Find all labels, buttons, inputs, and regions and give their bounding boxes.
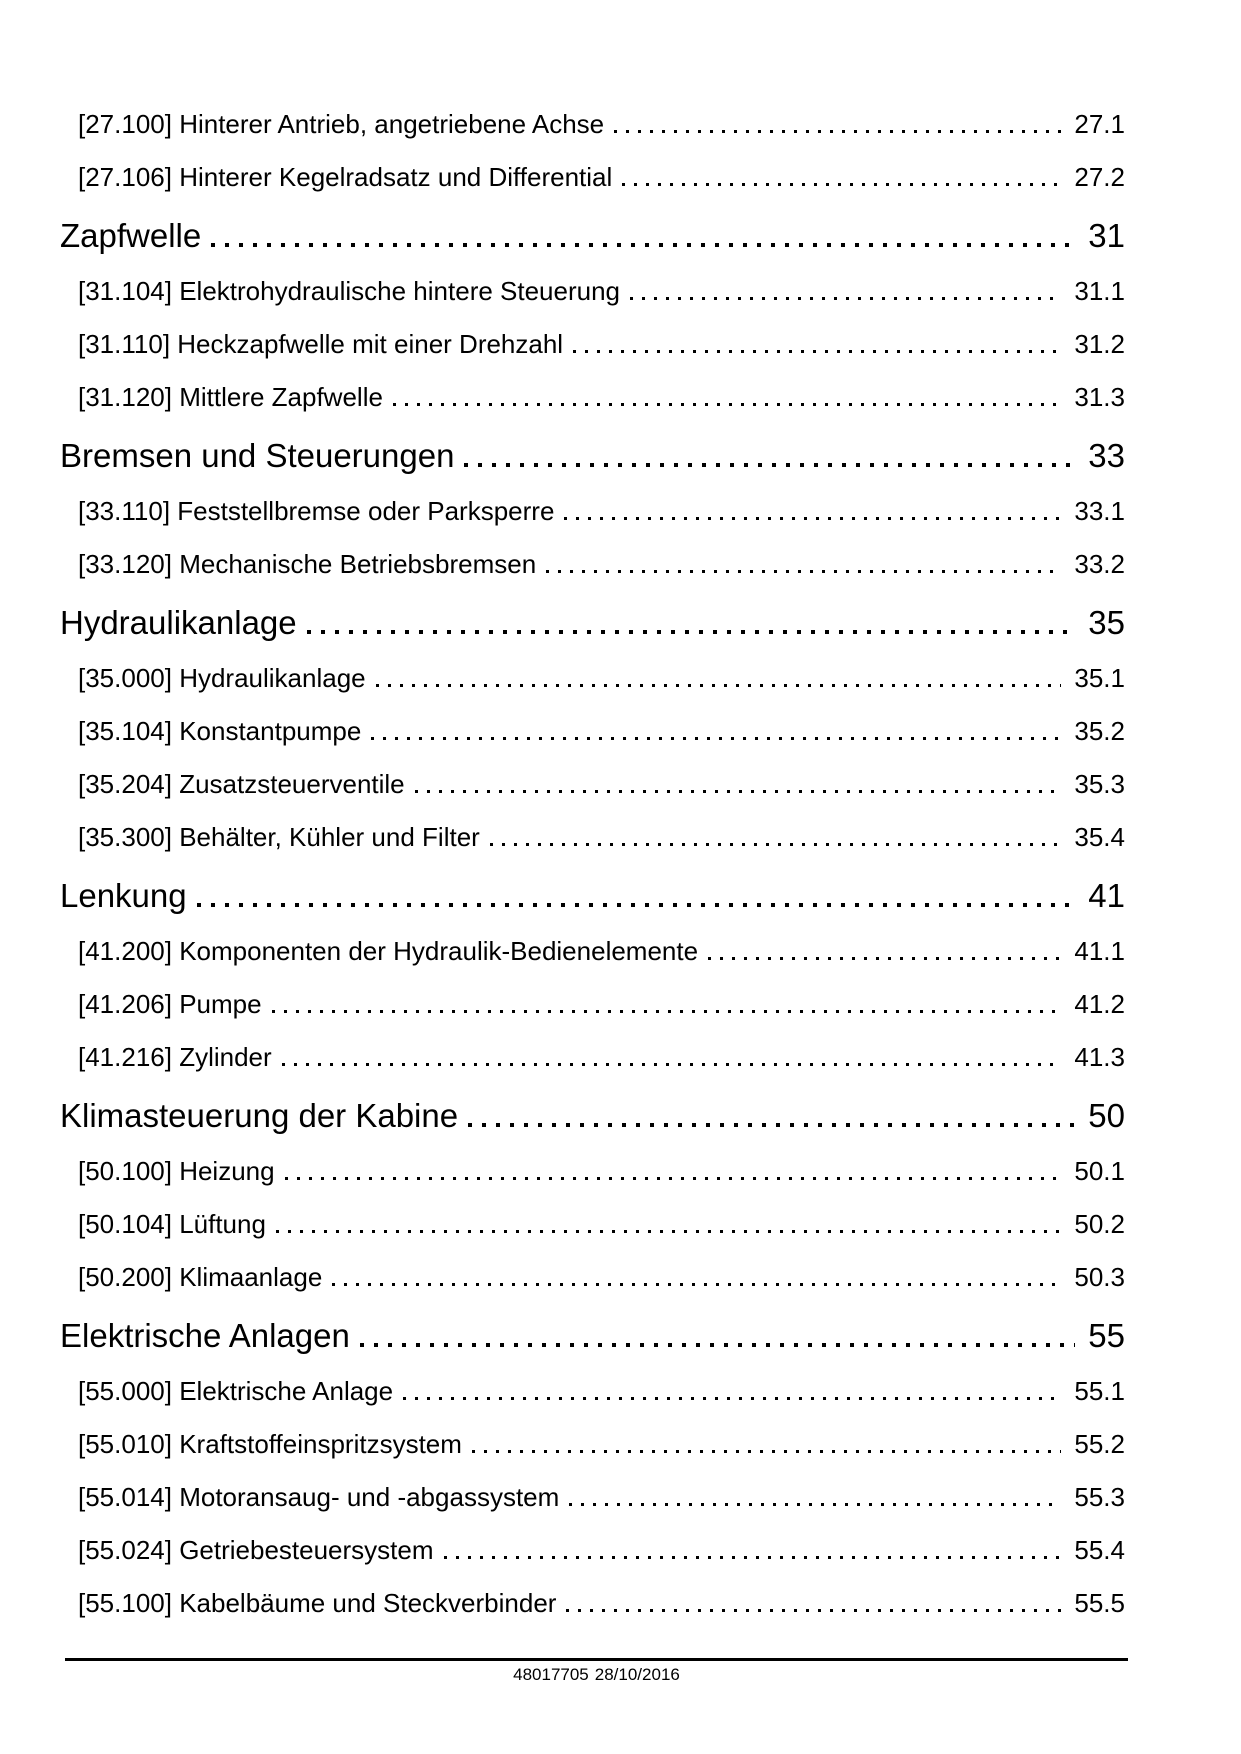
toc-entry-label: [33.110] Feststellbremse oder Parksperre — [78, 496, 555, 526]
toc-page-number: 50.3 — [1074, 1262, 1125, 1292]
toc-entry-row — [60, 1418, 1125, 1471]
toc-entry-label: [50.200] Klimaanlage — [78, 1262, 323, 1292]
toc-page-number: 41 — [1088, 877, 1125, 914]
dot-leader — [622, 183, 1061, 186]
toc-entry-label: [31.110] Heckzapfwelle mit einer Drehzahl — [78, 329, 564, 359]
toc-page-number: 41.3 — [1074, 1042, 1125, 1072]
toc-section-row — [60, 596, 1125, 649]
dot-leader — [371, 737, 1061, 740]
dot-leader — [197, 903, 1076, 907]
toc-page-number: 50 — [1088, 1097, 1125, 1134]
dot-leader — [211, 243, 1075, 247]
dot-leader — [332, 1283, 1061, 1286]
toc-entry-label: [31.120] Mittlere Zapfwelle — [78, 382, 383, 412]
toc-entry-row — [60, 538, 1125, 591]
dot-leader — [444, 1556, 1062, 1559]
toc-entry-row — [60, 705, 1125, 758]
toc-entry-row — [60, 925, 1125, 978]
dot-leader — [468, 1123, 1075, 1127]
toc-list — [60, 98, 1125, 1630]
toc-entry-row — [60, 652, 1125, 705]
footer — [65, 1664, 1128, 1686]
toc-entry-row — [60, 1251, 1125, 1304]
toc-page-number: 55 — [1088, 1317, 1125, 1354]
dot-leader — [614, 130, 1061, 133]
toc-page-number: 35 — [1088, 604, 1125, 641]
dot-leader — [546, 570, 1061, 573]
toc-entry-label: [41.216] Zylinder — [78, 1042, 272, 1072]
toc-page-number: 35.2 — [1074, 716, 1125, 746]
toc-entry-label: [50.104] Lüftung — [78, 1209, 266, 1239]
toc-entry-row — [60, 485, 1125, 538]
toc-page-number: 35.3 — [1074, 769, 1125, 799]
toc-entry-label: [41.206] Pumpe — [78, 989, 262, 1019]
toc-page-number: 55.1 — [1074, 1376, 1125, 1406]
toc-entry-row — [60, 318, 1125, 371]
toc-entry-label: [55.024] Getriebesteuersystem — [78, 1535, 434, 1565]
dot-leader — [276, 1230, 1061, 1233]
dot-leader — [393, 403, 1061, 406]
toc-page-number: 31.1 — [1074, 276, 1125, 306]
toc-entry-label: [55.100] Kabelbäume und Steckverbinder — [78, 1588, 557, 1618]
toc-page-number: 35.4 — [1074, 822, 1125, 852]
toc-entry-row — [60, 1031, 1125, 1084]
toc-page-number: 27.1 — [1074, 109, 1125, 139]
dot-leader — [490, 843, 1062, 846]
dot-leader — [285, 1177, 1062, 1180]
dot-leader — [708, 957, 1061, 960]
toc-section-row — [60, 1309, 1125, 1362]
dot-leader — [376, 684, 1062, 687]
toc-section-row — [60, 209, 1125, 262]
footer-rule — [65, 1658, 1128, 1661]
toc-page-number: 33 — [1088, 437, 1125, 474]
toc-entry-label: [55.010] Kraftstoffeinspritzsystem — [78, 1429, 462, 1459]
dot-leader — [569, 1503, 1061, 1506]
footer-date: 28/10/2016 — [594, 1665, 680, 1684]
toc-section-row — [60, 869, 1125, 922]
toc-entry-row — [60, 1198, 1125, 1251]
toc-page-number: 55.2 — [1074, 1429, 1125, 1459]
dot-leader — [566, 1609, 1061, 1612]
toc-section-title: Bremsen und Steuerungen — [60, 437, 455, 474]
toc-entry-label: [27.106] Hinterer Kegelradsatz und Differential — [78, 162, 613, 192]
toc-section-row — [60, 429, 1125, 482]
dot-leader — [573, 350, 1061, 353]
dot-leader — [307, 630, 1076, 634]
toc-entry-label: [35.000] Hydraulikanlage — [78, 663, 366, 693]
toc-entry-label: [35.300] Behälter, Kühler und Filter — [78, 822, 480, 852]
toc-page-number: 55.4 — [1074, 1535, 1125, 1565]
toc-page-number: 55.5 — [1074, 1588, 1125, 1618]
toc-entry-label: [31.104] Elektrohydraulische hintere Steuerung — [78, 276, 621, 306]
toc-entry-row — [60, 265, 1125, 318]
toc-page-number: 50.2 — [1074, 1209, 1125, 1239]
toc-entry-row — [60, 371, 1125, 424]
toc-page-number: 31.2 — [1074, 329, 1125, 359]
toc-section-title: Lenkung — [60, 877, 187, 914]
toc-entry-row — [60, 151, 1125, 204]
toc-entry-label: [35.104] Konstantpumpe — [78, 716, 362, 746]
toc-page-number: 41.1 — [1074, 936, 1125, 966]
toc-entry-row — [60, 811, 1125, 864]
toc-page-number: 27.2 — [1074, 162, 1125, 192]
toc-page-number: 33.2 — [1074, 549, 1125, 579]
toc-entry-label: [50.100] Heizung — [78, 1156, 275, 1186]
toc-page-number: 35.1 — [1074, 663, 1125, 693]
dot-leader — [415, 790, 1062, 793]
toc-entry-row — [60, 1471, 1125, 1524]
toc-page-number: 33.1 — [1074, 496, 1125, 526]
dot-leader — [464, 463, 1075, 467]
toc-page-number: 31 — [1088, 217, 1125, 254]
toc-entry-label: [55.014] Motoransaug- und -abgassystem — [78, 1482, 560, 1512]
toc-page-number: 55.3 — [1074, 1482, 1125, 1512]
toc-entry-row — [60, 1145, 1125, 1198]
toc-section-row — [60, 1089, 1125, 1142]
footer-doc-number: 48017705 — [513, 1665, 589, 1684]
toc-section-title: Zapfwelle — [60, 217, 202, 254]
toc-entry-row — [60, 98, 1125, 151]
toc-page-number: 41.2 — [1074, 989, 1125, 1019]
dot-leader — [403, 1397, 1061, 1400]
toc-page-number: 50.1 — [1074, 1156, 1125, 1186]
dot-leader — [360, 1343, 1075, 1347]
toc-page-number: 31.3 — [1074, 382, 1125, 412]
toc-section-title: Klimasteuerung der Kabine — [60, 1097, 459, 1134]
toc-entry-label: [55.000] Elektrische Anlage — [78, 1376, 394, 1406]
dot-leader — [630, 297, 1061, 300]
toc-entry-label: [27.100] Hinterer Antrieb, angetriebene Achse — [78, 109, 605, 139]
dot-leader — [282, 1063, 1062, 1066]
dot-leader — [472, 1450, 1061, 1453]
dot-leader — [564, 517, 1061, 520]
toc-section-title: Elektrische Anlagen — [60, 1317, 350, 1354]
toc-section-title: Hydraulikanlage — [60, 604, 297, 641]
toc-entry-row — [60, 1524, 1125, 1577]
toc-entry-label: [33.120] Mechanische Betriebsbremsen — [78, 549, 537, 579]
dot-leader — [272, 1010, 1062, 1013]
toc-entry-label: [41.200] Komponenten der Hydraulik-Bedienelemente — [78, 936, 699, 966]
toc-entry-row — [60, 1365, 1125, 1418]
toc-entry-label: [35.204] Zusatzsteuerventile — [78, 769, 405, 799]
toc-entry-row — [60, 978, 1125, 1031]
toc-entry-row — [60, 1577, 1125, 1630]
toc-entry-row — [60, 758, 1125, 811]
